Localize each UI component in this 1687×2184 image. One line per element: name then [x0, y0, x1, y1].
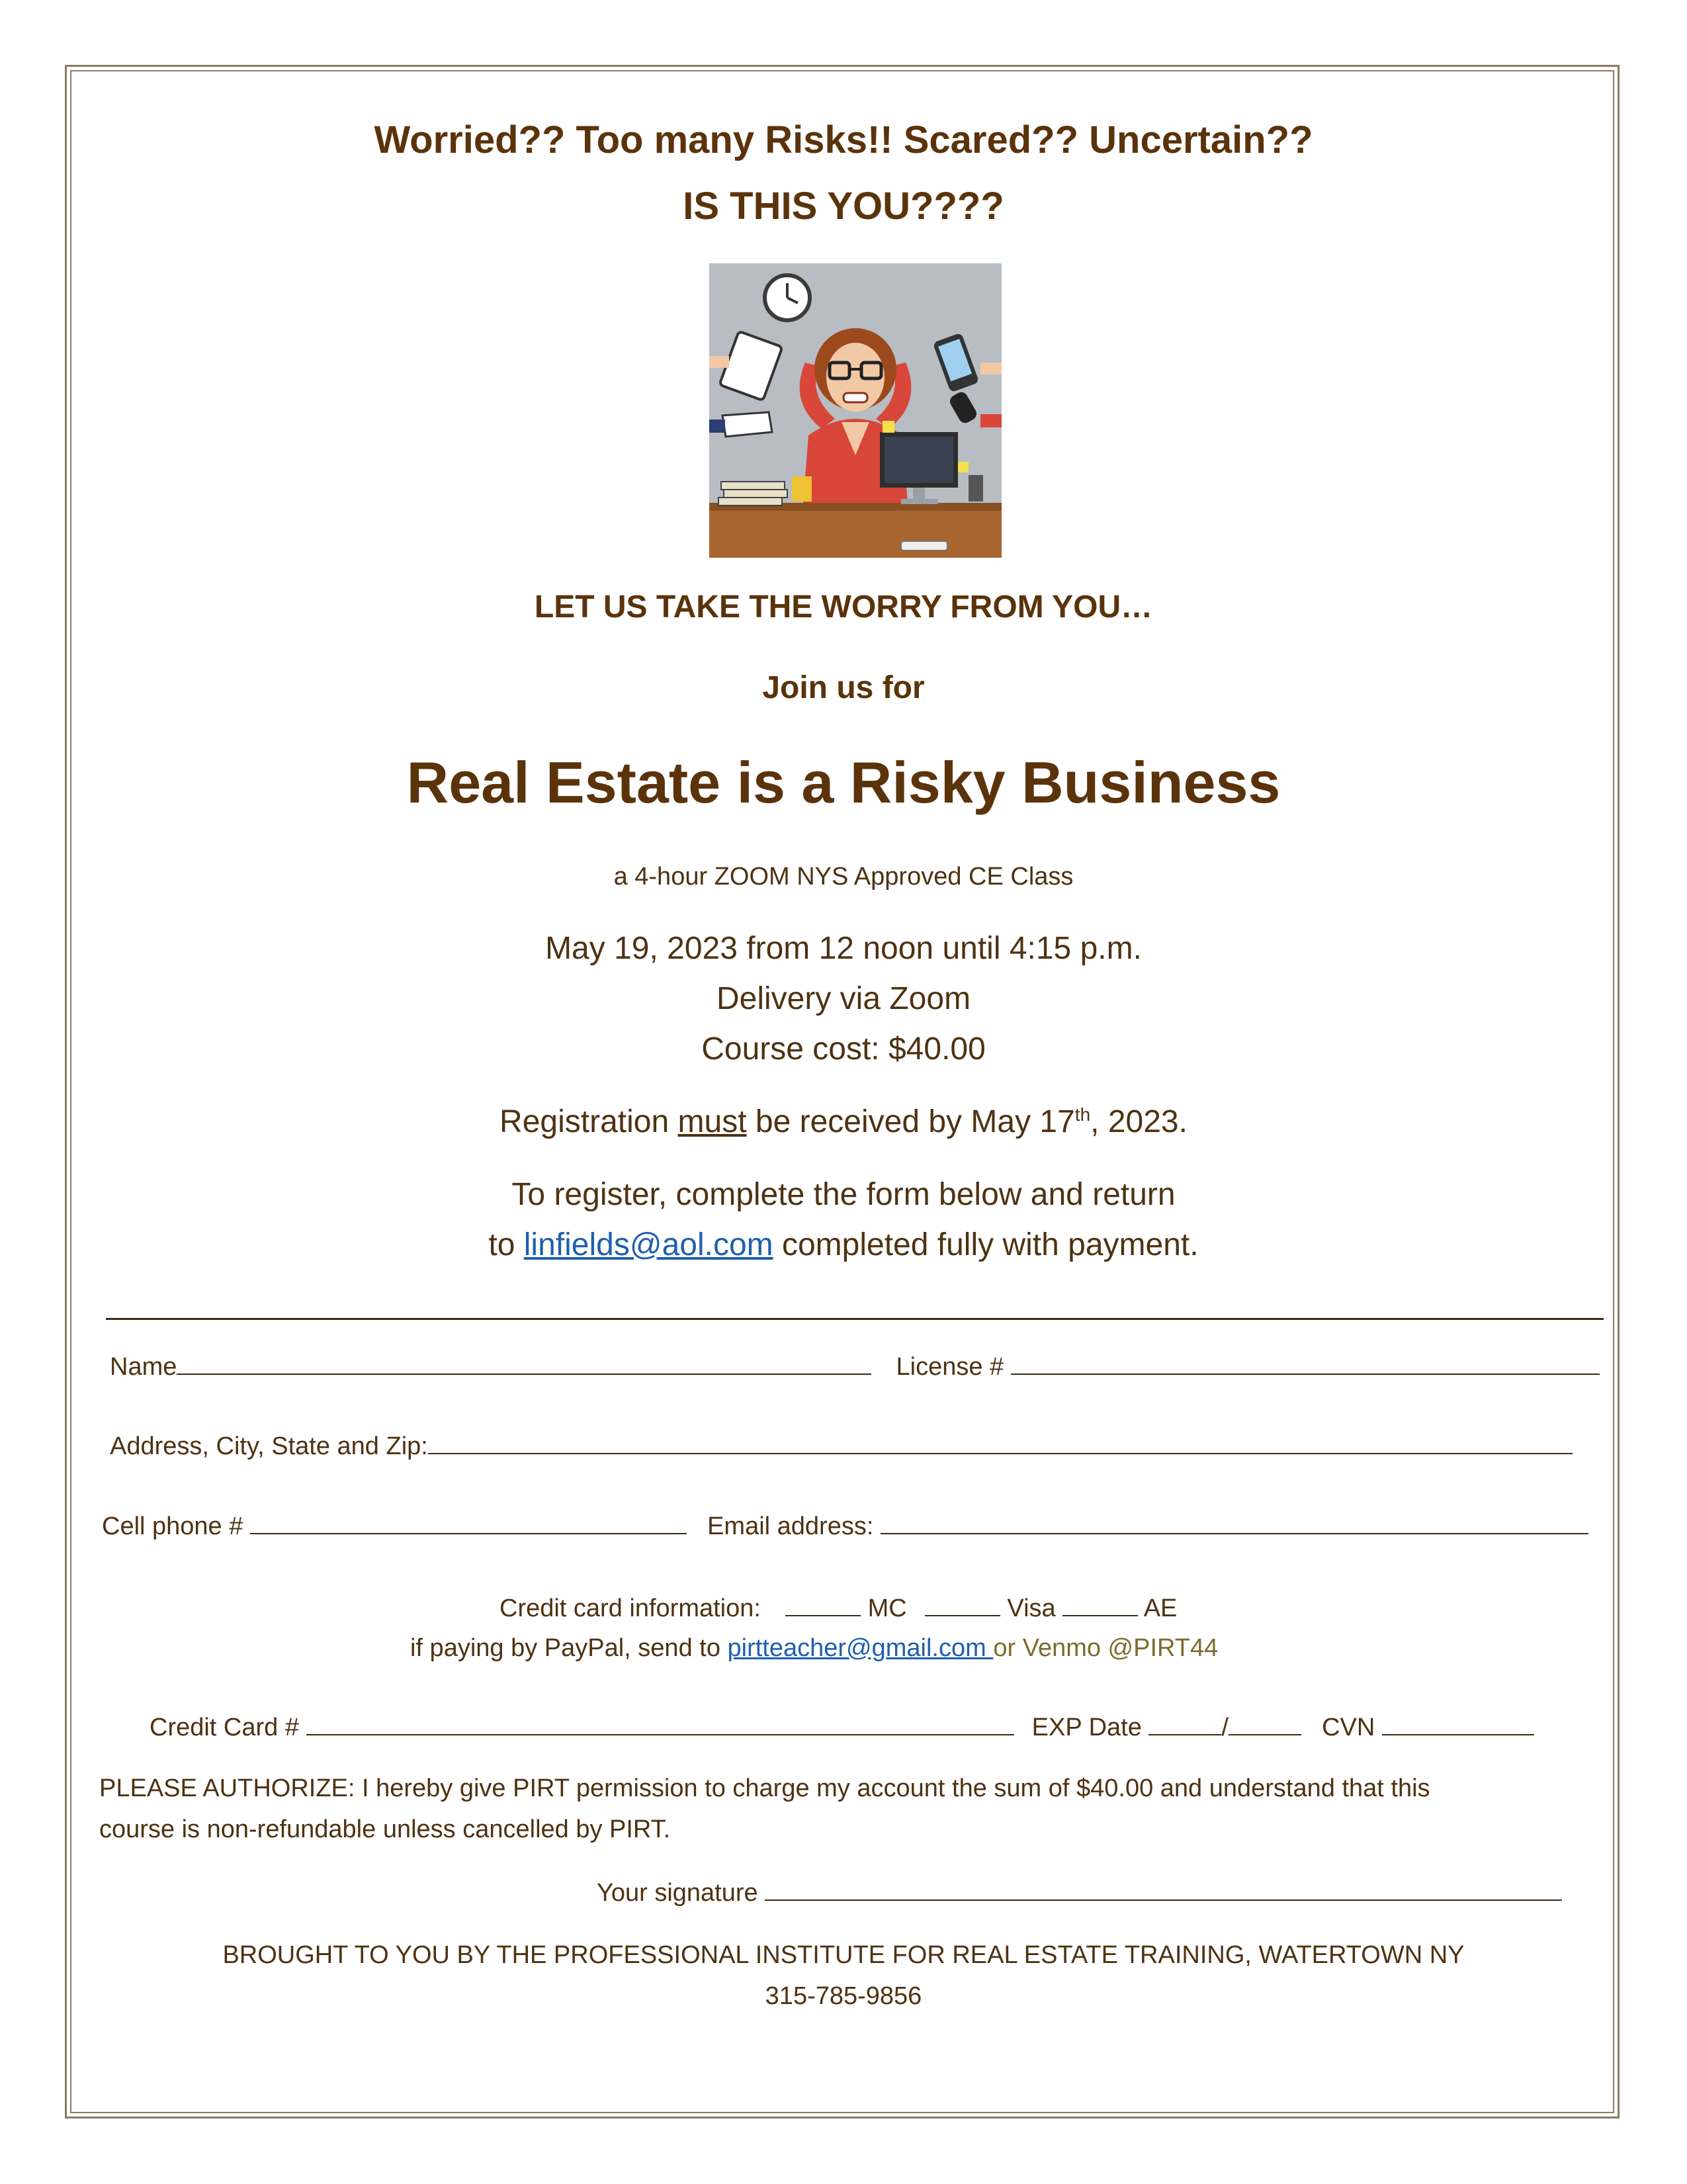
cvn-field[interactable] — [1382, 1733, 1534, 1735]
deadline-superscript: th — [1074, 1104, 1091, 1125]
license-label: License # — [896, 1353, 1004, 1381]
credit-card-number-row — [150, 1714, 1534, 1742]
course-cost: Course cost: $40.00 — [701, 1031, 986, 1067]
address-row — [110, 1432, 1573, 1461]
cell-phone-label: Cell phone # — [102, 1512, 243, 1540]
headline-line-1: Worried?? Too many Risks!! Scared?? Uncertain?? — [374, 118, 1313, 161]
cvn-label: CVN — [1322, 1714, 1375, 1741]
paypal-pre-text: if paying by PayPal, send to — [410, 1634, 728, 1662]
phone-email-row — [102, 1512, 1588, 1541]
signature-field[interactable] — [765, 1899, 1562, 1901]
course-date-time: May 19, 2023 from 12 noon until 4:15 p.m. — [545, 931, 1142, 966]
registration-deadline — [0, 1104, 1687, 1140]
authorize-line-1: PLEASE AUTHORIZE: I hereby give PIRT permission to charge my account the sum of $40.00 and understand that this — [99, 1774, 1430, 1802]
mc-label: MC — [867, 1594, 907, 1622]
stressed-office-worker-illustration — [709, 263, 1002, 558]
course-subtitle: a 4-hour ZOOM NYS Approved CE Class — [613, 863, 1074, 891]
visa-checkbox-line[interactable] — [925, 1614, 1000, 1616]
deadline-pre-text: Registration — [499, 1104, 678, 1139]
cell-phone-field[interactable] — [250, 1532, 687, 1534]
credit-card-number-field[interactable] — [306, 1733, 1014, 1735]
address-label: Address, City, State and Zip: — [110, 1432, 428, 1460]
register-to-text: to — [488, 1227, 524, 1262]
ae-label: AE — [1143, 1594, 1178, 1622]
register-instructions-line-2 — [0, 1227, 1687, 1263]
signature-label: Your signature — [597, 1879, 758, 1907]
license-field[interactable] — [1011, 1373, 1600, 1375]
paypal-email-link[interactable]: pirtteacher@gmail.com — [727, 1634, 994, 1662]
signature-row — [597, 1879, 1562, 1907]
exp-date-label: EXP Date — [1031, 1714, 1142, 1741]
name-field[interactable] — [177, 1373, 871, 1375]
visa-label: Visa — [1007, 1594, 1056, 1622]
email-address-field[interactable] — [881, 1532, 1588, 1534]
join-us-text: Join us for — [762, 670, 925, 705]
email-address-label: Email address: — [707, 1512, 874, 1540]
register-email-link[interactable]: linfields@aol.com — [523, 1227, 773, 1262]
footer-phone: 315-785-9856 — [765, 1982, 922, 2010]
name-license-row — [110, 1353, 1600, 1381]
credit-card-number-label: Credit Card # — [150, 1714, 299, 1741]
footer-organization: BROUGHT TO YOU BY THE PROFESSIONAL INSTITUTE FOR REAL ESTATE TRAINING, WATERTOWN NY — [222, 1941, 1465, 1969]
credit-card-type-row — [499, 1594, 1177, 1623]
register-instructions-line-1: To register, complete the form below and return — [511, 1177, 1176, 1212]
course-delivery: Delivery via Zoom — [716, 981, 971, 1016]
deadline-must-text: must — [677, 1104, 747, 1139]
exp-date-slash: / — [1221, 1714, 1229, 1741]
course-title: Real Estate is a Risky Business — [406, 750, 1281, 815]
mc-checkbox-line[interactable] — [785, 1614, 861, 1616]
form-separator-line — [106, 1318, 1604, 1320]
address-field[interactable] — [428, 1452, 1573, 1454]
ae-checkbox-line[interactable] — [1062, 1614, 1138, 1616]
deadline-post-text: , 2023. — [1090, 1104, 1188, 1139]
register-post-text: completed fully with payment. — [773, 1227, 1199, 1262]
paypal-venmo-row — [410, 1634, 1218, 1663]
venmo-text: or Venmo @PIRT44 — [993, 1634, 1219, 1662]
credit-card-info-label: Credit card information: — [499, 1594, 761, 1622]
exp-month-field[interactable] — [1148, 1733, 1221, 1735]
name-label: Name — [110, 1353, 177, 1381]
deadline-mid-text: be received by May 17 — [746, 1104, 1075, 1139]
headline-line-2: IS THIS YOU???? — [683, 185, 1004, 228]
exp-year-field[interactable] — [1229, 1733, 1301, 1735]
authorize-line-2: course is non-refundable unless cancelled by PIRT. — [99, 1815, 671, 1843]
tagline: LET US TAKE THE WORRY FROM YOU… — [534, 590, 1153, 625]
